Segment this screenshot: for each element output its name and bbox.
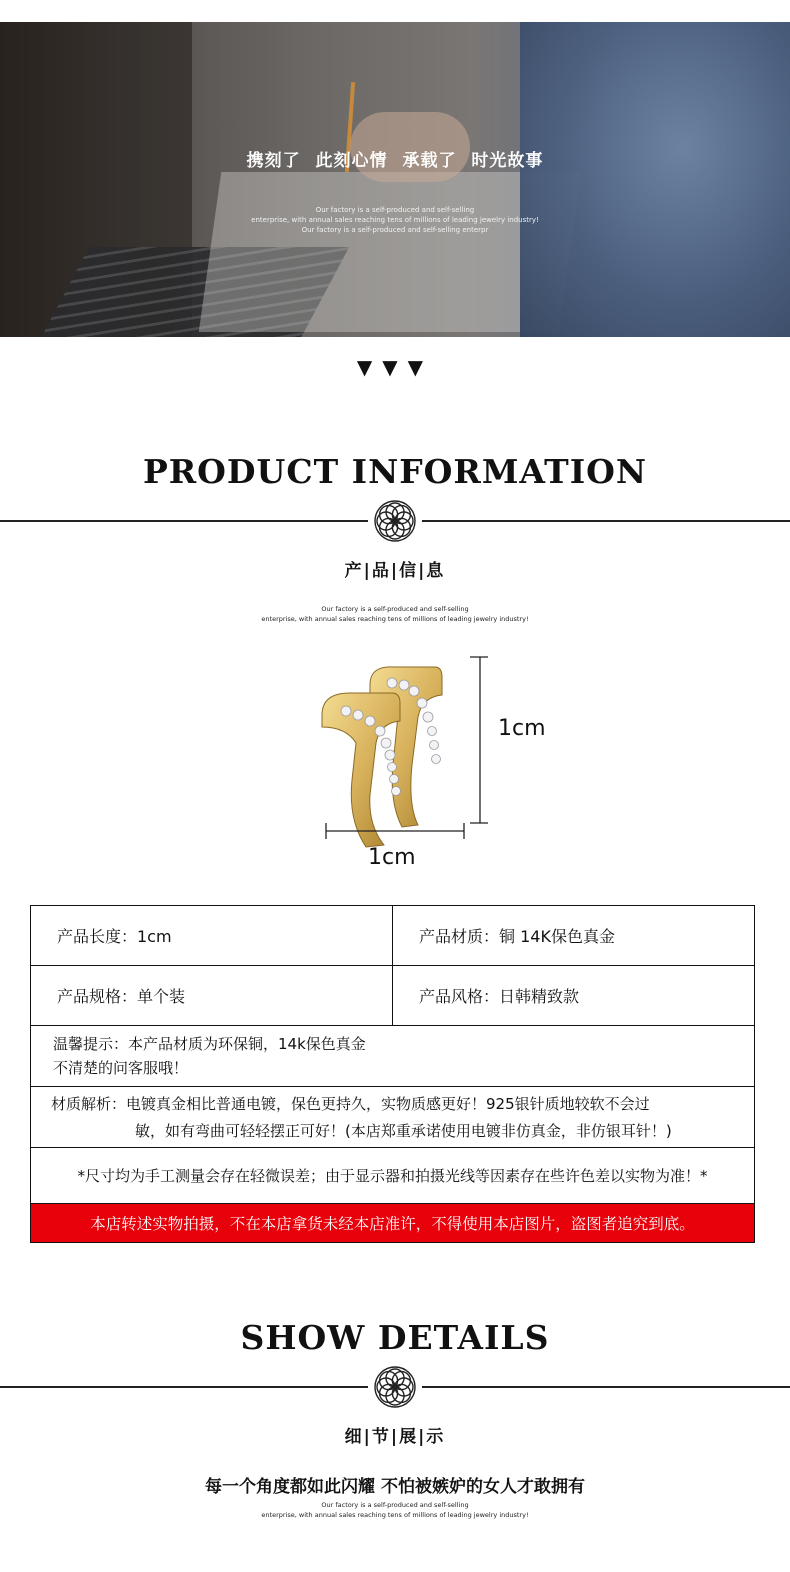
hero-subtitle-line-2: enterprise, with annual sales reaching tens of millions of leading jewelry industry! [251,216,539,224]
spec-material: 产品材质：铜 14K保色真金 [392,906,754,965]
warm-tip [31,1026,754,1087]
warm-tip-line-1: 温馨提示：本产品材质为环保铜，14k保色真金 [53,1035,366,1053]
hero-subtitle-line-3: Our factory is a self-produced and self-selling enterpr [301,226,489,234]
denim-jacket-image [520,22,790,337]
spec-packaging: 产品规格：单个装 [57,987,186,1006]
height-dimension-label: 1cm [498,716,546,741]
material-analysis-line-2: 敏，如有弯曲可轻轻摆正可好！(本店郑重承诺使用电镀非仿真金，非仿银耳针！) [135,1122,672,1140]
measurement-warning: *尺寸均为手工测量会存在轻微误差；由于显示器和拍摄光线等因素存在些许色差以实物为准！* [31,1148,754,1204]
hero-title: 携刻了 此刻心情 承载了 时光故事 [246,151,544,171]
copyright-notice: 本店转述实物拍摄，不在本店拿货未经本店准许，不得使用本店图片，盗图者追究到底。 [31,1204,754,1242]
divider-left [0,520,368,522]
product-info-cn-heading: 产|品|信|息 [344,561,446,581]
show-details-heading: SHOW DETAILS [240,1318,550,1357]
down-arrows-icon: ▼▼▼ [356,355,434,379]
hero-banner [0,22,790,337]
details-divider-left [0,1386,368,1388]
spec-table [30,905,755,1243]
product-subtitle-line-1: Our factory is a self-produced and self-selling [321,605,469,613]
details-cn-heading: 细|节|展|示 [344,1427,446,1447]
material-analysis [31,1087,754,1148]
flower-ornament-icon [371,1363,419,1411]
warm-tip-line-2: 不清楚的问客服哦！ [53,1059,189,1077]
material-analysis-line-1: 材质解析：电镀真金相比普通电镀，保色更持久，实物质感更好！925银针质地较软不会过 [51,1095,650,1113]
width-dimension-label: 1cm [368,845,416,870]
details-tagline: 每一个角度都如此闪耀 不怕被嫉妒的女人才敢拥有 [205,1477,585,1497]
details-subtitle-line-1: Our factory is a self-produced and self-selling [321,1501,469,1509]
details-divider-right [422,1386,790,1388]
spec-length: 产品长度：1cm [57,927,172,946]
spec-row-2 [31,966,754,1026]
spec-row-1 [31,906,754,966]
spec-style: 产品风格：日韩精致款 [392,966,754,1025]
product-information-heading: PRODUCT INFORMATION [142,452,648,491]
details-subtitle-line-2: enterprise, with annual sales reaching tens of millions of leading jewelry industry! [261,1511,529,1519]
ear-cuff-product-image [300,655,500,865]
flower-ornament-icon [371,497,419,545]
product-subtitle-line-2: enterprise, with annual sales reaching tens of millions of leading jewelry industry! [261,615,529,623]
divider-right [422,520,790,522]
hero-subtitle-line-1: Our factory is a self-produced and self-selling [315,206,475,214]
